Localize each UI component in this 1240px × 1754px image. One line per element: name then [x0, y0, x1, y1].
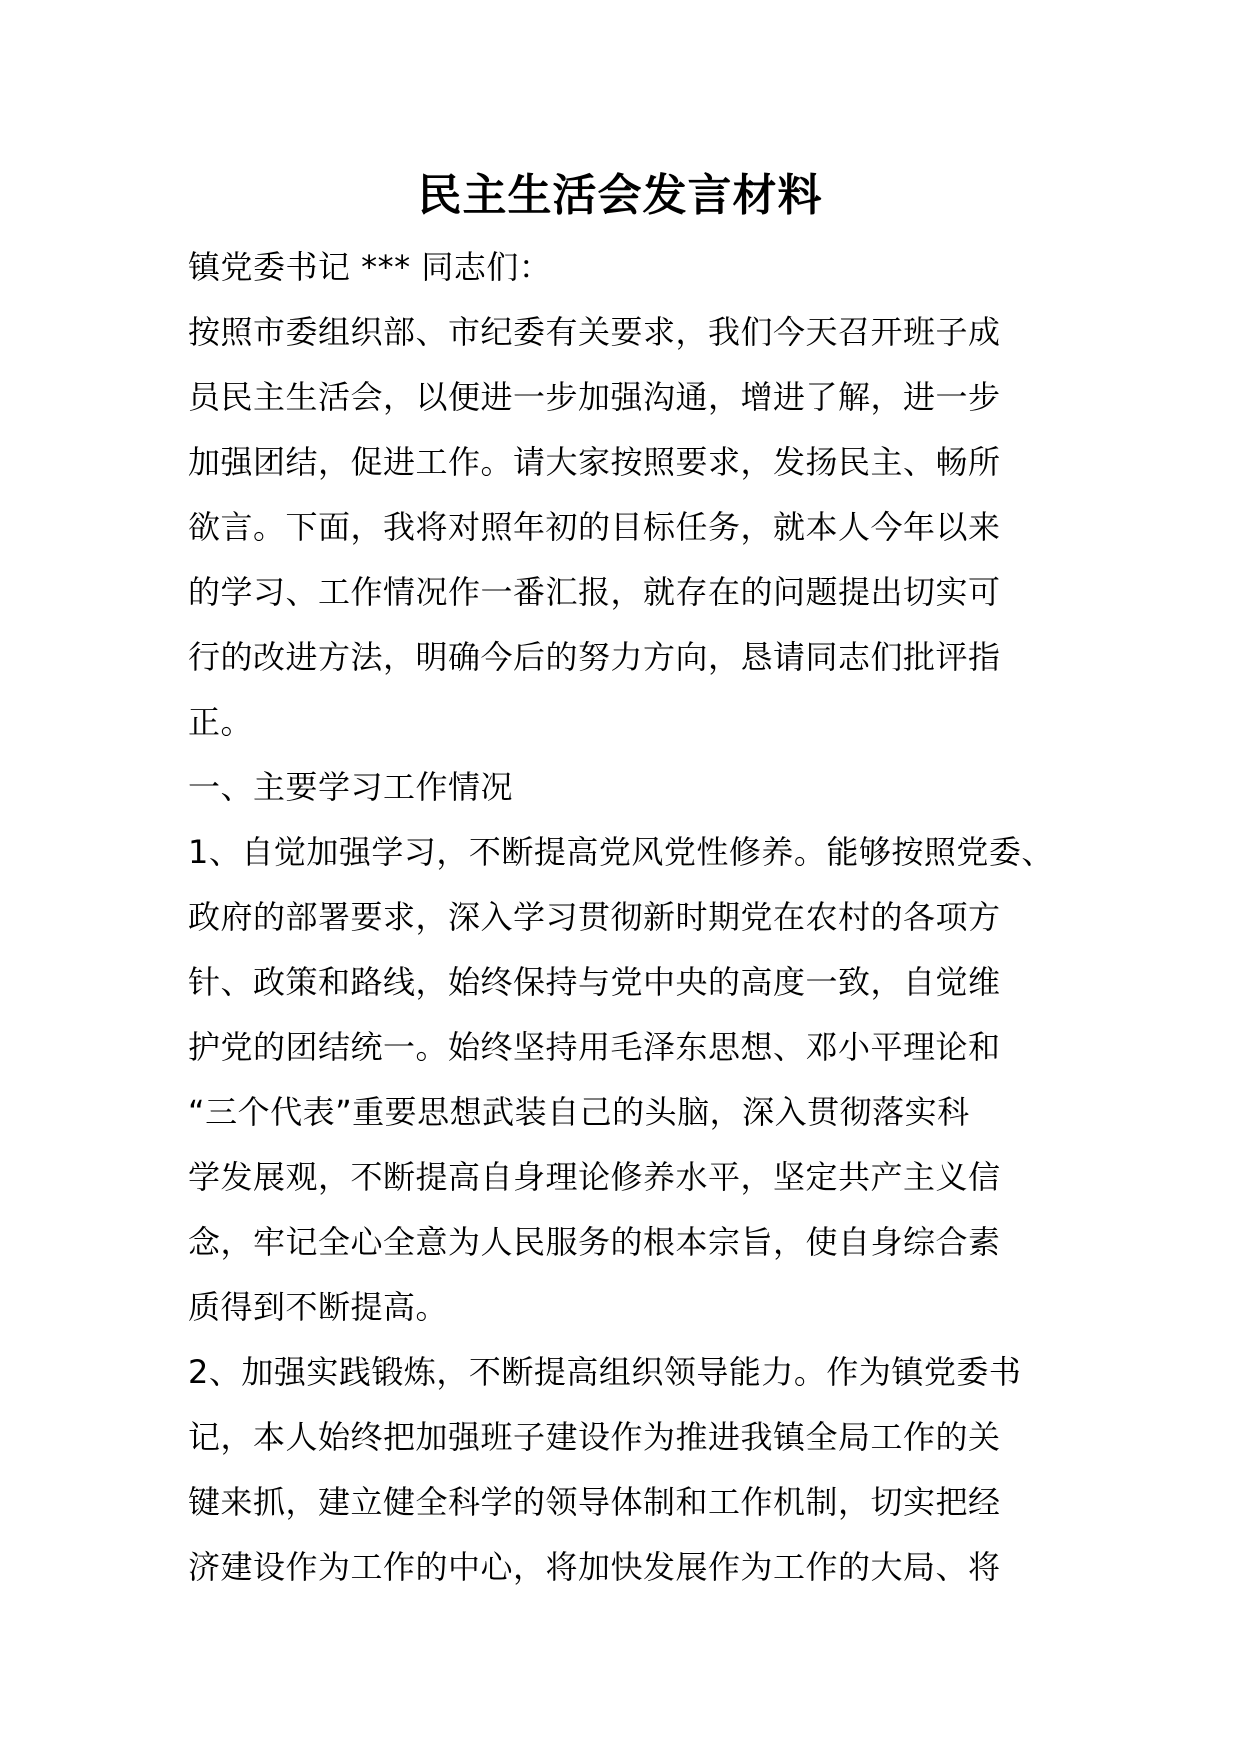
text-line: 政府的部署要求，深入学习贯彻新时期党在农村的各项方 — [188, 898, 1001, 936]
text-line: 镇党委书记 *** 同志们： — [188, 248, 552, 286]
text-line: 济建设作为工作的中心，将加快发展作为工作的大局、将 — [188, 1548, 1001, 1586]
document-title: 民主生活会发言材料 — [417, 170, 823, 221]
text-line: 键来抓，建立健全科学的领导体制和工作机制，切实把经 — [188, 1483, 1001, 1521]
text-line: “三个代表”重要思想武装自己的头脑，深入贯彻落实科 — [188, 1093, 970, 1131]
text-line: 的学习、工作情况作一番汇报，就存在的问题提出切实可 — [188, 573, 1001, 611]
text-line: 正。 — [188, 703, 254, 741]
text-line: 员民主生活会，以便进一步加强沟通，增进了解，进一步 — [188, 378, 1001, 416]
text-line: 行的改进方法，明确今后的努力方向，恳请同志们批评指 — [188, 638, 1001, 676]
section-heading: 一、主要学习工作情况 — [188, 768, 514, 806]
text-line: 质得到不断提高。 — [188, 1288, 449, 1326]
text-line: 1、自觉加强学习，不断提高党风党性修养。能够按照党委、 — [188, 833, 1054, 871]
text-line: 2、加强实践锻炼，不断提高组织领导能力。作为镇党委书 — [188, 1353, 1022, 1391]
text-line: 学发展观，不断提高自身理论修养水平，坚定共产主义信 — [188, 1158, 1001, 1196]
text-line: 念，牢记全心全意为人民服务的根本宗旨，使自身综合素 — [188, 1223, 1001, 1261]
text-line: 按照市委组织部、市纪委有关要求，我们今天召开班子成 — [188, 313, 1001, 351]
document-body — [188, 235, 1088, 1600]
text-line: 护党的团结统一。始终坚持用毛泽东思想、邓小平理论和 — [188, 1028, 1001, 1066]
text-line: 记，本人始终把加强班子建设作为推进我镇全局工作的关 — [188, 1418, 1001, 1456]
text-line: 欲言。下面，我将对照年初的目标任务，就本人今年以来 — [188, 508, 1001, 546]
text-line: 针、政策和路线，始终保持与党中央的高度一致，自觉维 — [188, 963, 1001, 1001]
text-line: 加强团结，促进工作。请大家按照要求，发扬民主、畅所 — [188, 443, 1001, 481]
